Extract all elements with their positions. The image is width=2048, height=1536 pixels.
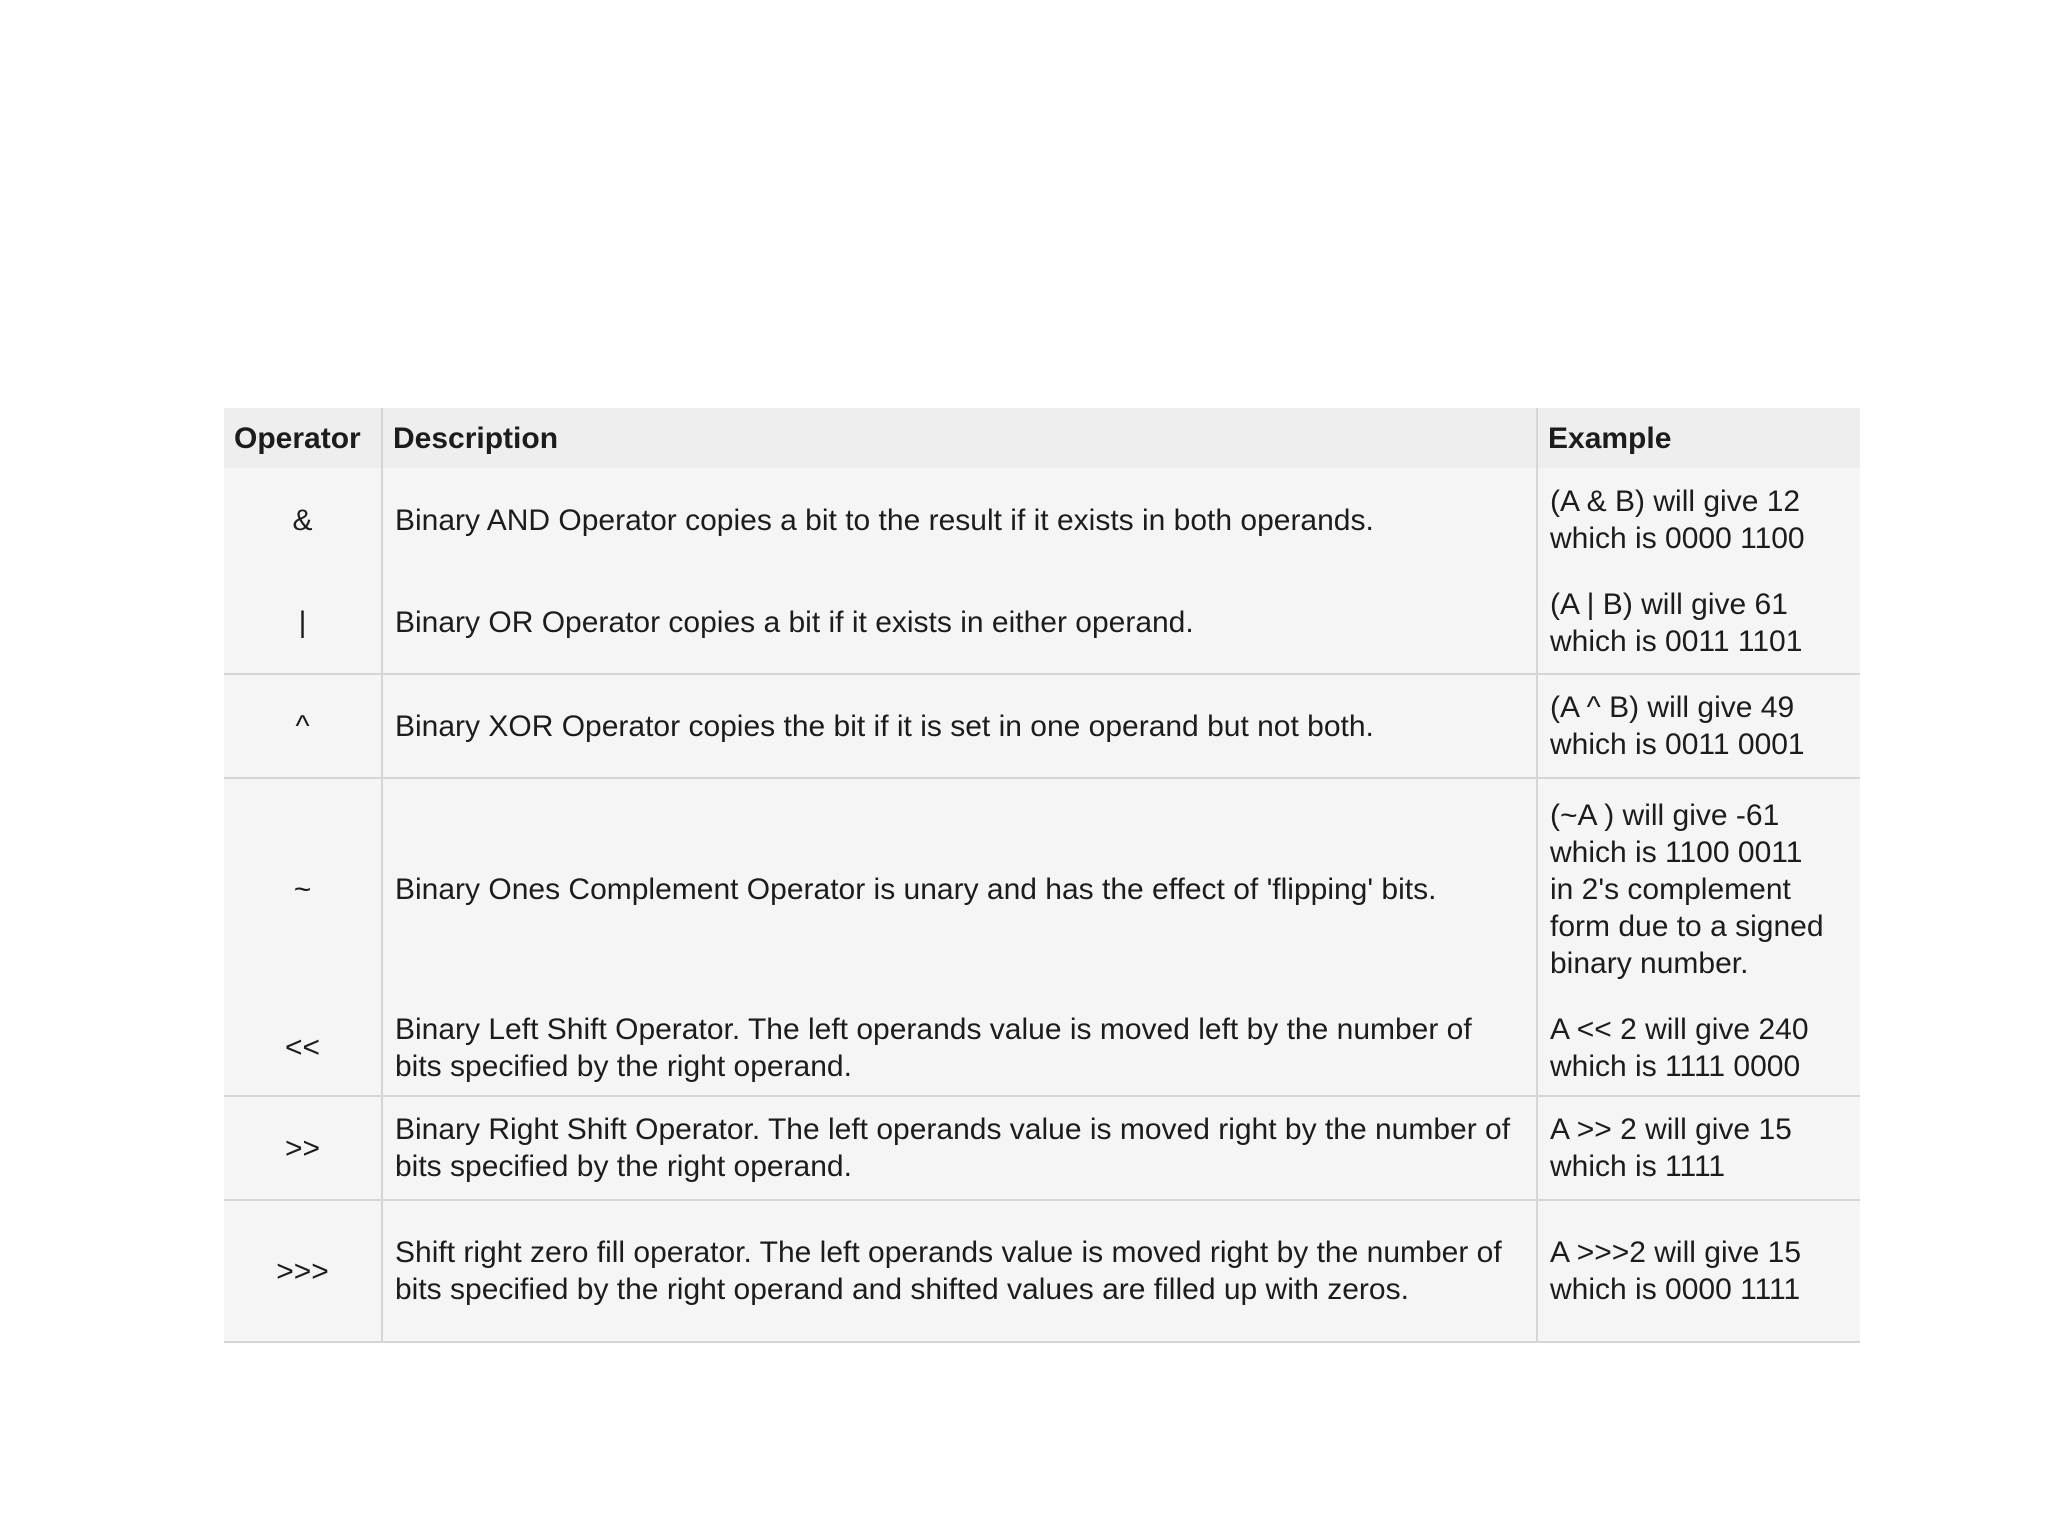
description-cell: Binary AND Operator copies a bit to the result if it exists in both operands. xyxy=(382,468,1537,572)
example-cell xyxy=(1537,674,1860,778)
description-cell: Binary XOR Operator copies the bit if it is set in one operand but not both. xyxy=(382,674,1537,778)
table-row xyxy=(224,674,1860,778)
description-cell: Binary Left Shift Operator. The left operands value is moved left by the number of bits specified by the right operand. xyxy=(382,1000,1537,1096)
header-example: Example xyxy=(1537,408,1860,468)
operator-cell: | xyxy=(298,606,307,639)
example-line: binary number. xyxy=(1550,947,1749,980)
table-row xyxy=(224,468,1860,572)
header-operator: Operator xyxy=(224,408,382,468)
example-cell xyxy=(1537,1096,1860,1200)
table-row xyxy=(224,1200,1860,1342)
operator-cell: >> xyxy=(224,1096,382,1200)
example-line: which is 0011 0001 xyxy=(1550,728,1805,761)
example-line: which is 1111 xyxy=(1550,1150,1726,1183)
example-line: which is 1111 0000 xyxy=(1550,1049,1801,1083)
table-row xyxy=(224,1000,1860,1096)
example-line: A << 2 will give 240 xyxy=(1550,1012,1809,1046)
example-line: which is 0000 1100 xyxy=(1550,522,1805,555)
example-cell xyxy=(1537,572,1860,674)
example-line: form due to a signed xyxy=(1550,910,1824,943)
example-cell xyxy=(1537,1200,1860,1342)
description-cell: Binary OR Operator copies a bit if it exists in either operand. xyxy=(382,572,1537,674)
example-line: (A | B) will give 61 xyxy=(1550,587,1788,621)
operator-cell: ^ xyxy=(224,674,382,778)
example-line: (A & B) will give 12 xyxy=(1550,485,1801,518)
example-cell xyxy=(1537,778,1860,1000)
operator-cell: ~ xyxy=(224,778,382,1000)
operator-cell: >>> xyxy=(224,1200,382,1342)
bitwise-operators-table xyxy=(224,408,1860,1343)
table-row xyxy=(224,1096,1860,1200)
description-cell: Binary Right Shift Operator. The left operands value is moved right by the number of bits specified by the right operand. xyxy=(382,1096,1537,1200)
example-line: which is 0000 1111 xyxy=(1550,1273,1801,1306)
header-row xyxy=(224,408,1860,468)
operator-cell: & xyxy=(292,503,313,537)
example-line: which is 0011 1101 xyxy=(1550,624,1803,658)
table-row xyxy=(224,778,1860,1000)
table-row xyxy=(224,572,1860,674)
header-description: Description xyxy=(382,408,1537,468)
example-line: (A ^ B) will give 49 xyxy=(1550,691,1795,724)
description-cell: Shift right zero fill operator. The left operands value is moved right by the number of bits specified by the right operand and shifted values are filled up with zeros. xyxy=(382,1200,1537,1342)
example-line: A >>>2 will give 15 xyxy=(1550,1236,1802,1269)
example-line: (~A ) will give -61 xyxy=(1550,799,1780,832)
operator-cell: << xyxy=(284,1031,321,1064)
example-cell xyxy=(1537,468,1860,572)
example-line: A >> 2 will give 15 xyxy=(1550,1113,1792,1146)
description-cell: Binary Ones Complement Operator is unary and has the effect of 'flipping' bits. xyxy=(382,778,1537,1000)
example-cell xyxy=(1537,1000,1860,1096)
example-line: in 2's complement xyxy=(1550,873,1791,906)
example-line: which is 1100 0011 xyxy=(1550,836,1803,869)
